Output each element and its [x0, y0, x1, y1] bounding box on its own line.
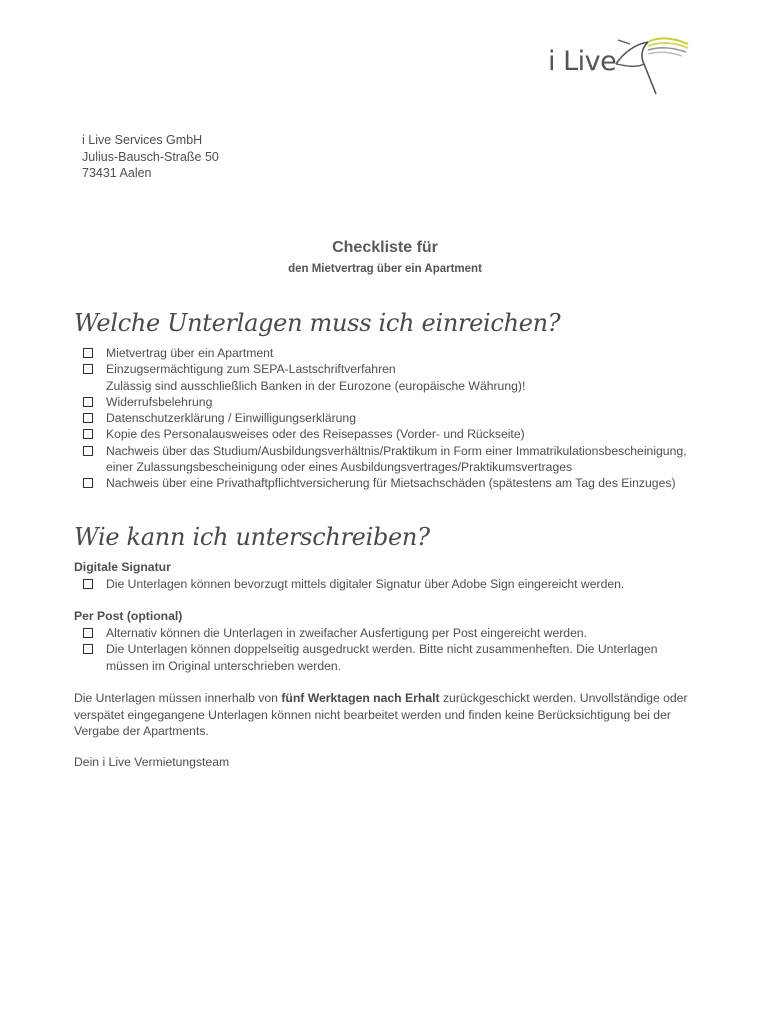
checklist-note: Zulässig sind ausschließlich Banken in der Eurozone (europäische Währung)! — [106, 378, 526, 393]
deadline-paragraph: Die Unterlagen müssen innerhalb von fünf Werktagen nach Erhalt zurückgeschickt werden. Unvollständige oder verspätet eingegangene Unterlagen können nicht bearbeitet werden und finden keine Berücksichtigung bei der Vergabe der Apartments. — [74, 691, 688, 738]
ilive-logo — [544, 32, 694, 98]
hummingbird-icon — [544, 32, 694, 98]
document-subtitle: den Mietvertrag über ein Apartment — [288, 263, 482, 275]
post-label: Per Post (optional) — [74, 609, 183, 623]
city: 73431 Aalen — [82, 166, 152, 180]
checkbox-icon[interactable] — [83, 397, 93, 407]
checklist-item: Die Unterlagen können bevorzugt mittels digitaler Signatur über Adobe Sign eingereicht werden. — [82, 576, 702, 592]
checklist-item: Einzugsermächtigung zum SEPA-Lastschriftverfahren Zulässig sind ausschließlich Banken in der Eurozone (europäische Währung)! — [82, 361, 702, 394]
checklist-item: Die Unterlagen können doppelseitig ausgedruckt werden. Bitte nicht zusammenheften. Die Unterlagen müssen im Original unterschrieben werden. — [82, 641, 702, 674]
deadline-emphasis: fünf Werktagen nach Erhalt — [281, 691, 440, 705]
checklist-item: Kopie des Personalausweises oder des Reisepasses (Vorder- und Rückseite) — [82, 426, 702, 442]
logo-text: i Live — [548, 46, 617, 77]
digital-signature-checklist — [82, 576, 702, 592]
sender-address — [82, 132, 219, 182]
document-title: Checkliste für — [332, 239, 438, 256]
post-checklist — [82, 625, 702, 674]
checklist-item: Widerrufsbelehrung — [82, 394, 702, 410]
checkbox-icon[interactable] — [83, 644, 93, 654]
digital-signature-label: Digitale Signatur — [74, 560, 171, 574]
company-name: i Live Services GmbH — [82, 133, 203, 147]
checkbox-icon[interactable] — [83, 579, 93, 589]
checkbox-icon[interactable] — [83, 429, 93, 439]
checklist-item: Nachweis über eine Privathaftpflichtversicherung für Mietsachschäden (spätestens am Tag des Einzuges) — [82, 475, 702, 491]
checkbox-icon[interactable] — [83, 413, 93, 423]
checkbox-icon[interactable] — [83, 628, 93, 638]
section-heading-documents: Welche Unterlagen muss ich einreichen? — [74, 309, 561, 337]
signoff: Dein i Live Vermietungsteam — [74, 755, 230, 769]
street: Julius-Bausch-Straße 50 — [82, 149, 219, 164]
checklist-item: Alternativ können die Unterlagen in zweifacher Ausfertigung per Post eingereicht werden. — [82, 625, 702, 641]
checklist-item: Mietvertrag über ein Apartment — [82, 345, 702, 361]
checkbox-icon[interactable] — [83, 364, 93, 374]
checkbox-icon[interactable] — [83, 348, 93, 358]
checklist-item: Nachweis über das Studium/Ausbildungsverhältnis/Praktikum in Form einer Immatrikulationsbescheinigung, einer Zulassungsbescheinigung oder eines Ausbildungsvertrages/Praktikumsvertrages — [82, 443, 702, 476]
section-heading-signing: Wie kann ich unterschreiben? — [74, 523, 430, 551]
documents-checklist — [82, 345, 702, 492]
checklist-item: Datenschutzerklärung / Einwilligungserklärung — [82, 410, 702, 426]
checkbox-icon[interactable] — [83, 478, 93, 488]
checkbox-icon[interactable] — [83, 446, 93, 456]
